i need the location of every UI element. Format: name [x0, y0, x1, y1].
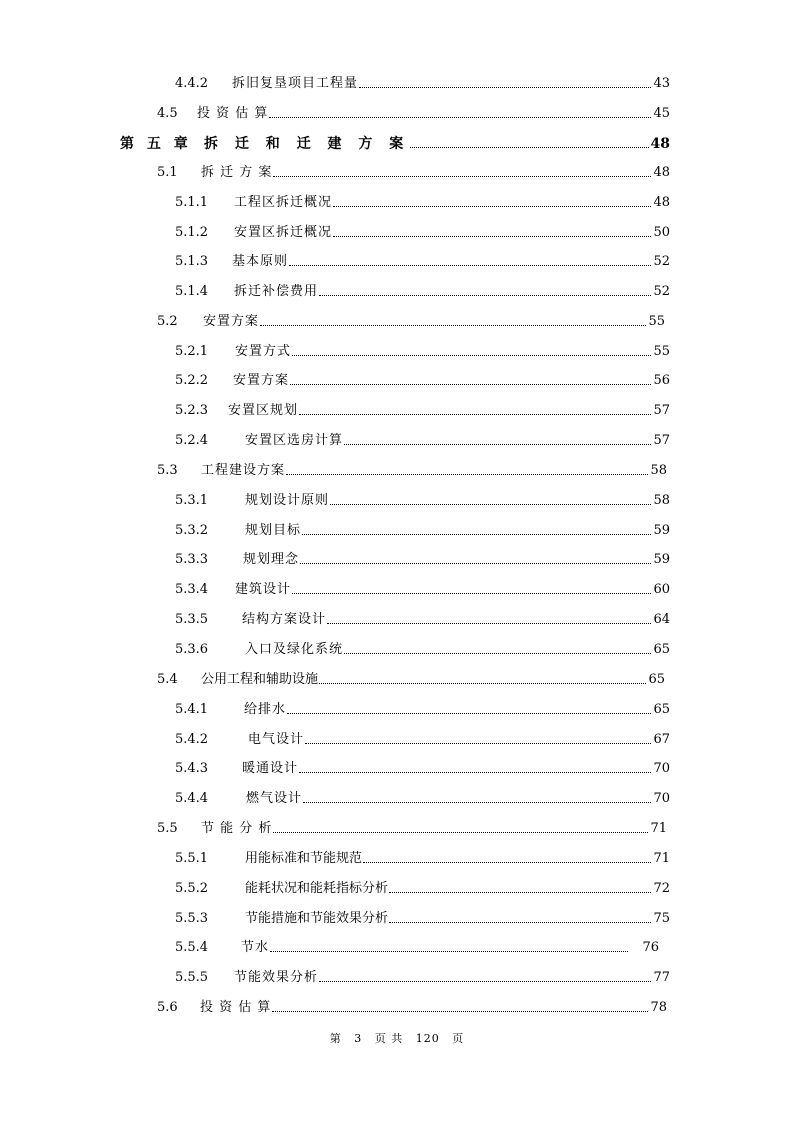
footer-total-pages: 120 [415, 1032, 440, 1045]
entry-page: 64 [653, 612, 670, 627]
entry-page: 75 [653, 911, 670, 926]
entry-page: 43 [653, 76, 670, 91]
dot-leader [319, 683, 646, 684]
toc-entry-5-2-1[interactable] [175, 338, 670, 360]
entry-title: 暖通设计 [242, 761, 299, 776]
entry-number: 5.5.4 [175, 940, 209, 955]
entry-number: 5.1.2 [175, 225, 209, 240]
entry-number: 5.2.3 [175, 403, 209, 418]
entry-number: 5.3.3 [175, 552, 209, 567]
entry-title: 能耗状况和能耗指标分析 [245, 881, 389, 896]
entry-title: 拆迁补偿费用 [234, 284, 319, 299]
dot-leader [344, 444, 651, 445]
toc-entry-5-1-3[interactable] [175, 248, 670, 270]
page-footer [0, 1030, 794, 1046]
toc-entry-5-3-6[interactable] [175, 636, 670, 658]
dot-leader [292, 355, 651, 356]
toc-entry-5-4-3[interactable] [175, 755, 670, 777]
entry-number: 5.5 [157, 821, 178, 836]
entry-number: 5.2.4 [175, 433, 209, 448]
entry-title: 结构方案设计 [242, 612, 327, 627]
dot-leader [344, 653, 651, 654]
entry-title: 投 资 估 算 [197, 106, 269, 121]
footer-suffix: 页 [452, 1032, 465, 1045]
entry-number: 5.2.1 [175, 344, 209, 359]
toc-entry-5-3-1[interactable] [175, 487, 670, 509]
entry-title: 公用工程和辅助设施 [201, 672, 319, 687]
entry-page: 55 [653, 344, 670, 359]
entry-page: 57 [653, 403, 670, 418]
entry-page: 57 [653, 433, 670, 448]
entry-number: 4.5 [157, 106, 178, 121]
toc-entry-5-4-1[interactable] [175, 696, 670, 718]
dot-leader [319, 295, 651, 296]
toc-entry-5-4[interactable] [157, 666, 665, 688]
toc-entry-5-3-2[interactable] [175, 517, 670, 539]
entry-title: 规划设计原则 [245, 493, 330, 508]
entry-number: 5.4 [157, 672, 178, 687]
entry-number: 5.1 [157, 165, 178, 180]
entry-title: 给排水 [244, 702, 287, 717]
dot-leader [287, 713, 651, 714]
entry-title: 规划目标 [245, 523, 302, 538]
dot-leader [269, 117, 651, 118]
footer-current-page: 3 [354, 1032, 363, 1045]
dot-leader [289, 265, 651, 266]
toc-entry-5-5-2[interactable] [175, 875, 670, 897]
dot-leader [319, 981, 651, 982]
entry-page: 65 [648, 672, 665, 687]
dot-leader [273, 832, 648, 833]
entry-page: 71 [650, 821, 667, 836]
dot-leader [330, 504, 651, 505]
dot-leader [300, 563, 651, 564]
toc-entry-5-5-5[interactable] [175, 964, 670, 986]
entry-title: 规划理念 [243, 552, 300, 567]
toc-entry-5-5-4[interactable] [175, 934, 659, 956]
toc-entry-5-2-2[interactable] [175, 367, 670, 389]
entry-page: 50 [653, 225, 670, 240]
dot-leader [260, 325, 646, 326]
dot-leader [272, 1011, 648, 1012]
entry-page: 52 [653, 284, 670, 299]
toc-entry-5-1-2[interactable] [175, 219, 670, 241]
dot-leader [286, 474, 648, 475]
entry-title: 节 能 分 析 [201, 821, 273, 836]
entry-page: 48 [653, 195, 670, 210]
dot-leader [327, 623, 651, 624]
entry-number: 5.3.1 [175, 493, 209, 508]
entry-number: 5.3.5 [175, 612, 209, 627]
dot-leader [389, 922, 651, 923]
toc-entry-5-5-3[interactable] [175, 905, 670, 927]
toc-entry-5-3-4[interactable] [175, 576, 670, 598]
entry-page: 48 [650, 136, 670, 152]
entry-title: 投 资 估 算 [200, 1000, 272, 1015]
dot-leader [299, 772, 651, 773]
entry-number: 5.6 [157, 1000, 178, 1015]
dot-leader [273, 176, 651, 177]
entry-number: 5.5.3 [175, 911, 209, 926]
toc-entry-4-5[interactable] [157, 100, 670, 122]
entry-number: 5.4.3 [175, 761, 209, 776]
entry-page: 58 [653, 493, 670, 508]
dot-leader [333, 236, 651, 237]
dot-leader [290, 384, 651, 385]
entry-title: 安置方案 [233, 373, 290, 388]
entry-title: 拆旧复垦项目工程量 [232, 76, 359, 91]
dot-leader [292, 593, 651, 594]
entry-page: 71 [653, 851, 670, 866]
entry-title: 安置方式 [235, 344, 292, 359]
dot-leader [410, 147, 648, 148]
entry-number: 5.5.2 [175, 881, 209, 896]
entry-number: 5.4.2 [175, 732, 209, 747]
toc-entry-5-5-1[interactable] [175, 845, 670, 867]
entry-number: 5.3.4 [175, 582, 209, 597]
entry-page: 56 [653, 373, 670, 388]
entry-number: 5.4.1 [175, 702, 209, 717]
dot-leader [389, 892, 651, 893]
entry-title: 燃气设计 [246, 791, 303, 806]
entry-page: 52 [653, 254, 670, 269]
entry-page: 70 [653, 761, 670, 776]
dot-leader [305, 743, 651, 744]
entry-number: 5.3 [157, 463, 178, 478]
entry-page: 77 [653, 970, 670, 985]
entry-title: 安置方案 [203, 314, 260, 329]
dot-leader [333, 206, 651, 207]
entry-title: 安置区规划 [228, 403, 299, 418]
chapter-title: 拆 迁 和 迁 建 方 案 [204, 136, 410, 152]
entry-number: 5.2 [157, 314, 178, 329]
dot-leader [363, 862, 651, 863]
entry-page: 58 [650, 463, 667, 478]
entry-title: 用能标准和节能规范 [245, 851, 363, 866]
footer-mid: 页 共 [374, 1032, 404, 1045]
dot-leader [299, 414, 651, 415]
entry-title: 安置区拆迁概况 [234, 225, 333, 240]
entry-number: 5.1.1 [175, 195, 209, 210]
entry-page: 48 [653, 165, 670, 180]
toc-entry-5-4-2[interactable] [175, 726, 670, 748]
toc-entry-5-3-5[interactable] [175, 606, 670, 628]
toc-entry-5-1-1[interactable] [175, 189, 670, 211]
dot-leader [270, 951, 628, 952]
entry-number: 5.1.4 [175, 284, 209, 299]
entry-title: 建筑设计 [235, 582, 292, 597]
chapter-number: 第 五 章 [120, 136, 192, 152]
toc-entry-5-4-4[interactable] [175, 785, 670, 807]
entry-number: 5.4.4 [175, 791, 209, 806]
entry-page: 65 [653, 642, 670, 657]
entry-page: 76 [642, 940, 659, 955]
dot-leader [302, 534, 651, 535]
entry-page: 72 [653, 881, 670, 896]
entry-page: 78 [650, 1000, 667, 1015]
entry-number: 4.4.2 [175, 76, 209, 91]
entry-number: 5.5.5 [175, 970, 209, 985]
entry-number: 5.2.2 [175, 373, 209, 388]
toc-entry-5-3[interactable] [157, 457, 667, 479]
toc-entry-5-3-3[interactable] [175, 546, 670, 568]
toc-entry-5-1-4[interactable] [175, 278, 670, 300]
toc-entry-5-2[interactable] [157, 308, 665, 330]
entry-page: 60 [653, 582, 670, 597]
entry-number: 5.1.3 [175, 254, 209, 269]
entry-title: 拆 迁 方 案 [201, 165, 273, 180]
entry-number: 5.3.2 [175, 523, 209, 538]
toc-entry-5-6[interactable] [157, 994, 667, 1016]
entry-title: 节能措施和节能效果分析 [245, 911, 389, 926]
entry-page: 59 [653, 523, 670, 538]
entry-title: 工程区拆迁概况 [234, 195, 333, 210]
entry-title: 节水 [241, 940, 270, 955]
footer-prefix: 第 [329, 1032, 342, 1045]
dot-leader [303, 802, 651, 803]
toc-entry-5-5[interactable] [157, 815, 667, 837]
entry-page: 67 [653, 732, 670, 747]
entry-number: 5.5.1 [175, 851, 209, 866]
toc-entry-5-2-3[interactable] [175, 397, 670, 419]
toc-chapter-5[interactable] [120, 130, 670, 152]
entry-title: 电气设计 [248, 732, 305, 747]
entry-page: 55 [648, 314, 665, 329]
entry-title: 入口及绿化系统 [245, 642, 344, 657]
toc-entry-5-2-4[interactable] [175, 427, 670, 449]
toc-entry-5-1[interactable] [157, 159, 670, 181]
entry-page: 59 [653, 552, 670, 567]
entry-page: 45 [653, 106, 670, 121]
entry-title: 基本原则 [232, 254, 289, 269]
entry-number: 5.3.6 [175, 642, 209, 657]
entry-title: 节能效果分析 [234, 970, 319, 985]
entry-title: 安置区选房计算 [245, 433, 344, 448]
entry-page: 65 [653, 702, 670, 717]
entry-title: 工程建设方案 [201, 463, 286, 478]
toc-entry-4-4-2[interactable] [175, 70, 670, 92]
dot-leader [359, 87, 651, 88]
entry-page: 70 [653, 791, 670, 806]
